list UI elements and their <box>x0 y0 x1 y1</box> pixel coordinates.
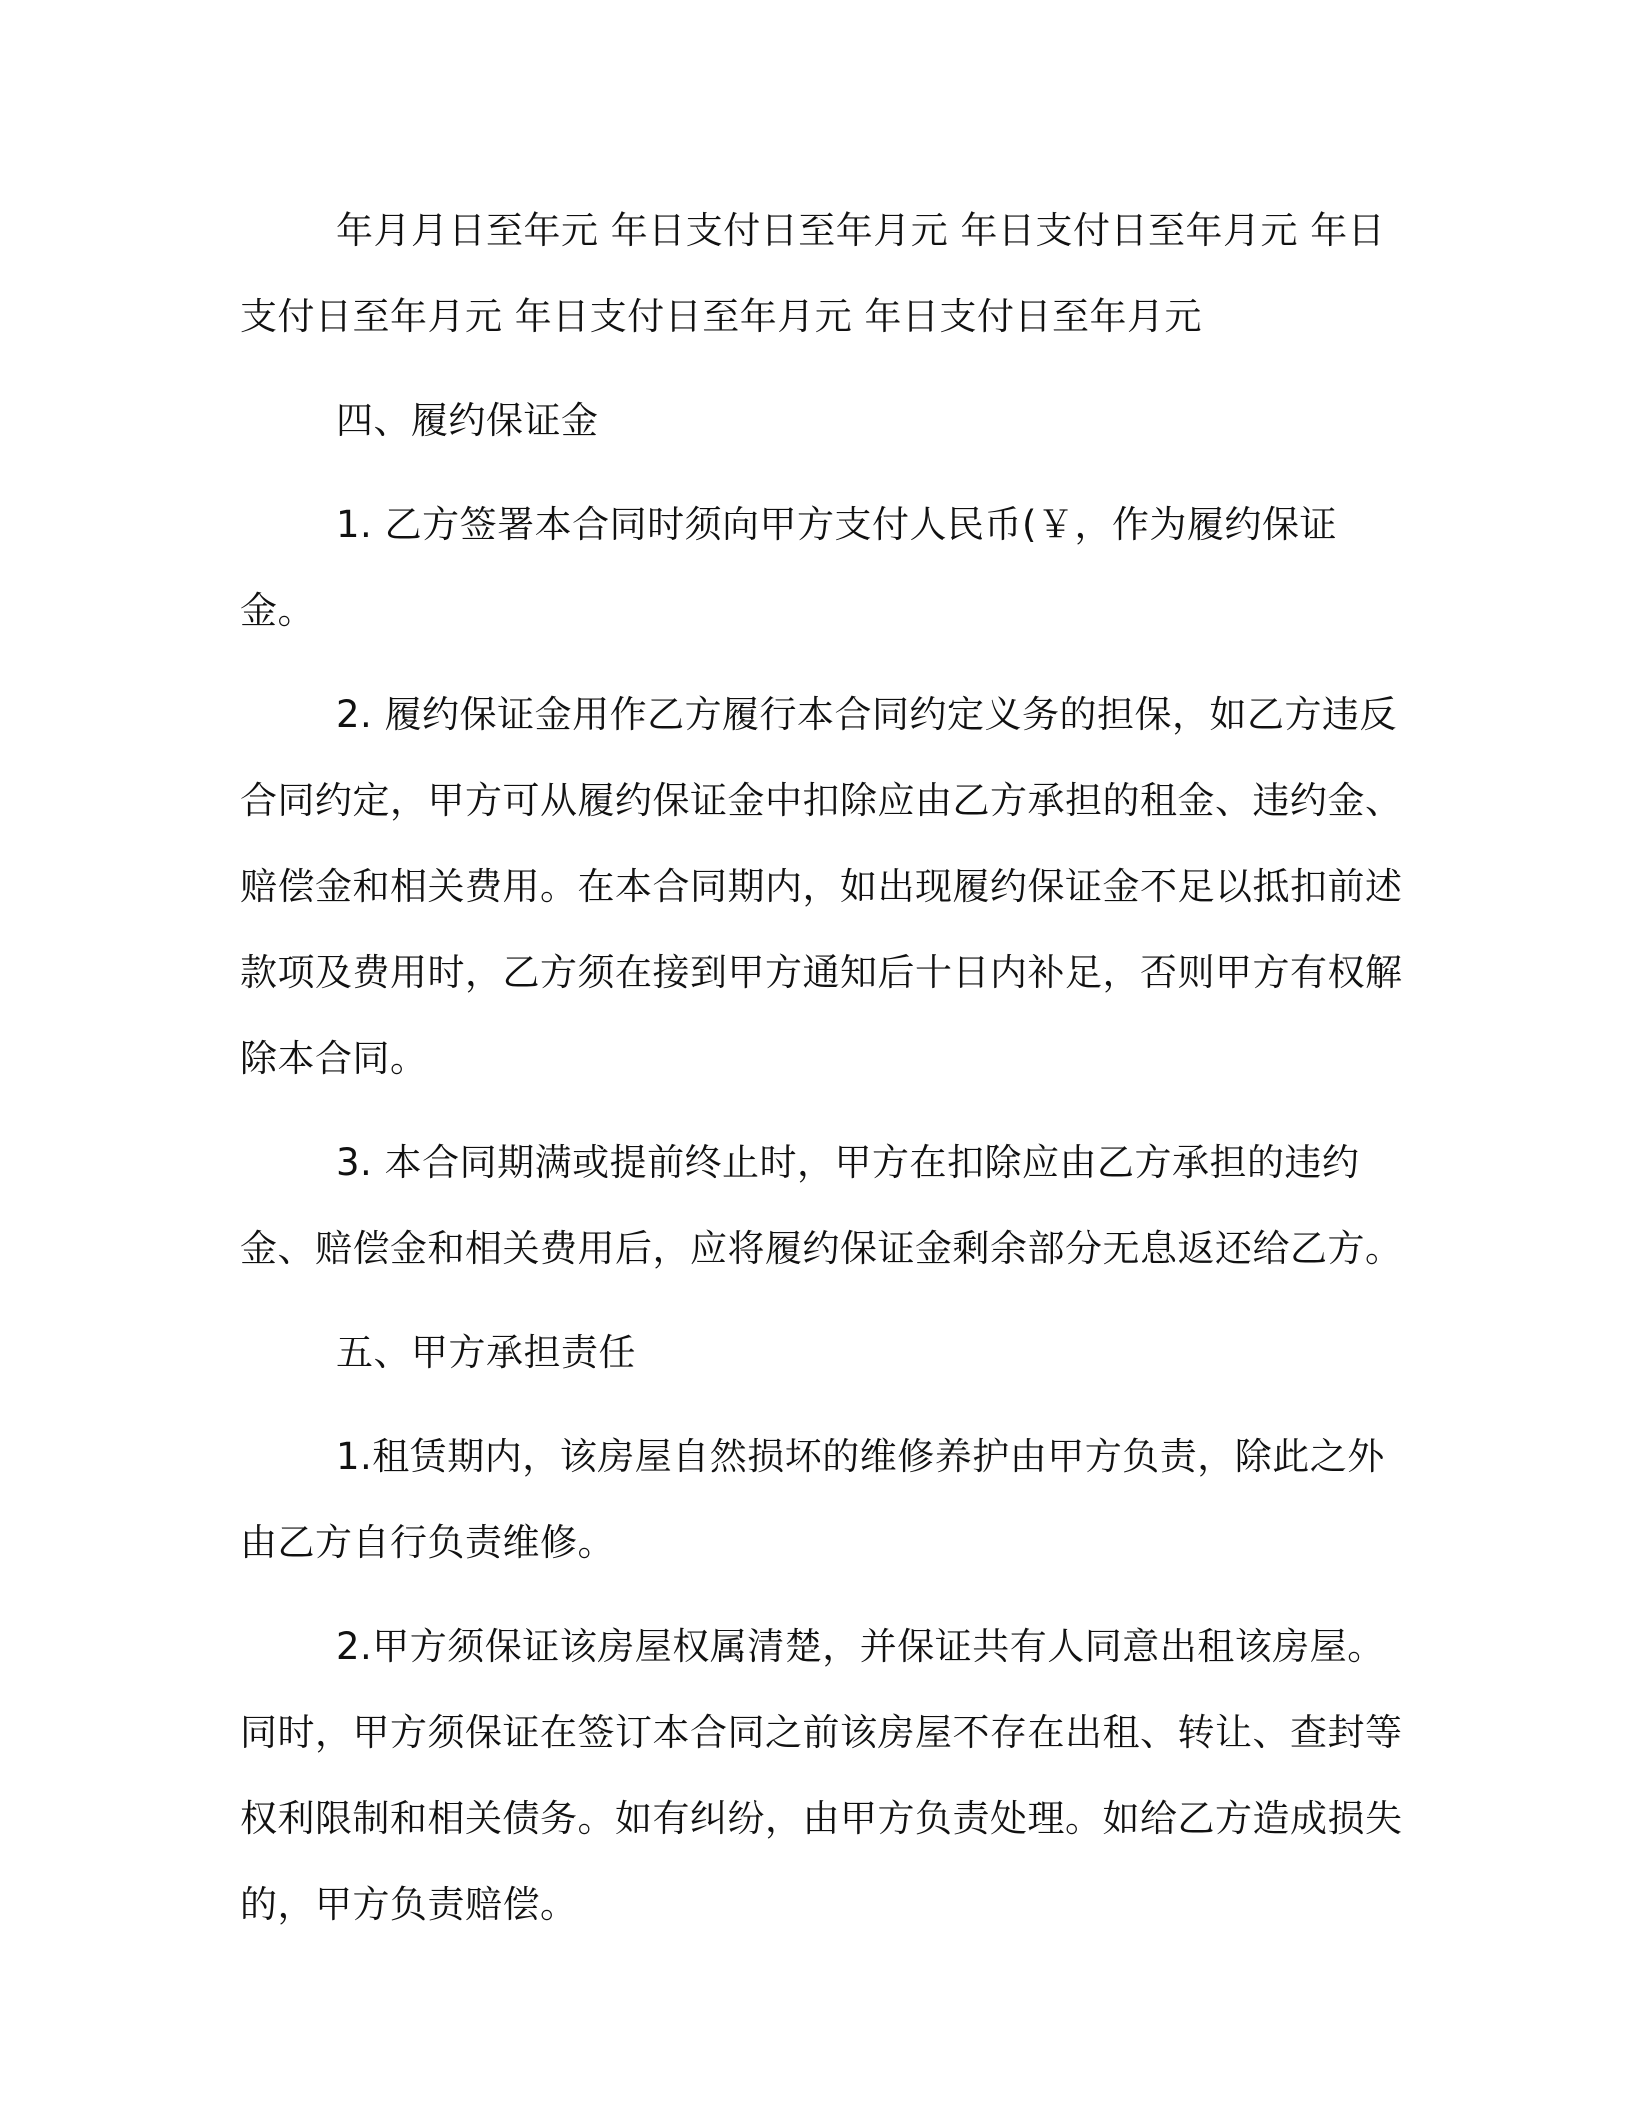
paragraph-gap <box>240 1396 1410 1414</box>
paragraph-gap <box>240 1292 1410 1310</box>
paragraph-gap <box>240 464 1410 482</box>
deposit-clause-3: 3. 本合同期满或提前终止时，甲方在扣除应由乙方承担的违约金、赔偿金和相关费用后，应将履约保证金剩余部分无息返还给乙方。 <box>240 1141 1403 1270</box>
paragraph-gap <box>240 1102 1410 1120</box>
document-body <box>240 188 1410 1948</box>
paragraph-gap <box>240 1586 1410 1604</box>
paragraph-gap <box>240 360 1410 378</box>
paragraph-gap <box>240 654 1410 672</box>
lessor-clause-1: 1.租赁期内，该房屋自然损坏的维修养护由甲方负责，除此之外由乙方自行负责维修。 <box>240 1435 1385 1564</box>
section-heading-deposit: 四、履约保证金 <box>336 399 599 442</box>
deposit-clause-1: 1. 乙方签署本合同时须向甲方支付人民币(￥，作为履约保证金。 <box>240 503 1337 632</box>
lessor-clause-2: 2.甲方须保证该房屋权属清楚，并保证共有人同意出租该房屋。同时，甲方须保证在签订本合同之前该房屋不存在出租、转让、查封等权利限制和相关债务。如有纠纷，由甲方负责处理。如给乙方造成损失的，甲方负责赔偿。 <box>240 1625 1403 1926</box>
deposit-clause-2: 2. 履约保证金用作乙方履行本合同约定义务的担保，如乙方违反合同约定，甲方可从履约保证金中扣除应由乙方承担的租金、违约金、赔偿金和相关费用。在本合同期内，如出现履约保证金不足以抵扣前述款项及费用时，乙方须在接到甲方通知后十日内补足，否则甲方有权解除本合同。 <box>240 693 1403 1080</box>
payment-schedule-paragraph: 年月月日至年元 年日支付日至年月元 年日支付日至年月元 年日支付日至年月元 年日支付日至年月元 年日支付日至年月元 <box>240 209 1386 338</box>
section-heading-lessor-duties: 五、甲方承担责任 <box>336 1331 636 1374</box>
